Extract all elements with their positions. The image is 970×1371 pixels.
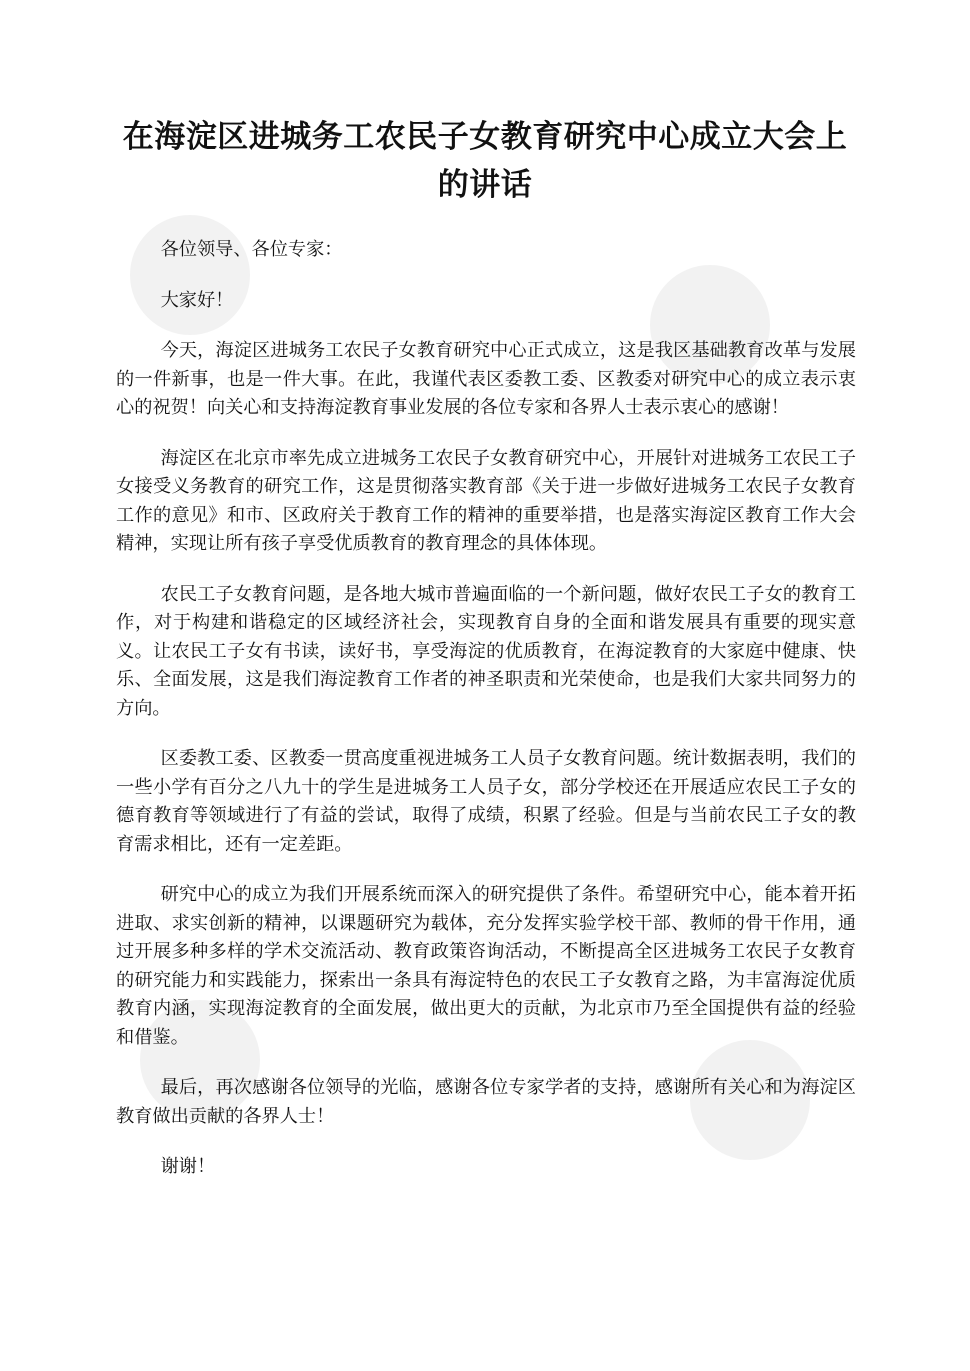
paragraph: 最后，再次感谢各位领导的光临，感谢各位专家学者的支持，感谢所有关心和为海淀区教育做出贡献的各界人士！ [116, 1077, 856, 1127]
document-body [116, 236, 856, 1204]
paragraph: 海淀区在北京市率先成立进城务工农民子女教育研究中心，开展针对进城务工农民工子女接受义务教育的研究工作，这是贯彻落实教育部《关于进一步做好进城务工农民子女教育工作的意见》和市、区政府关于教育工作的精神的重要举措，也是落实海淀区教育工作大会精神，实现让所有孩子享受优质教育的教育理念的具体体现。 [116, 447, 856, 554]
greeting: 大家好！ [160, 289, 234, 311]
paragraph: 农民工子女教育问题，是各地大城市普遍面临的一个新问题，做好农民工子女的教育工作，对于构建和谐稳定的区域经济社会，实现教育自身的全面和谐发展具有重要的现实意义。让农民工子女有书读，读好书，享受海淀的优质教育，在海淀教育的大家庭中健康、快乐、全面发展，这是我们海淀教育工作者的神圣职责和光荣使命，也是我们大家共同努力的方向。 [116, 583, 856, 719]
paragraph: 区委教工委、区教委一贯高度重视进城务工人员子女教育问题。统计数据表明，我们的一些小学有百分之八九十的学生是进城务工人员子女，部分学校还在开展适应农民工子女的德育教育等领域进行了有益的尝试，取得了成绩，积累了经验。但是与当前农民工子女的教育需求相比，还有一定差距。 [116, 748, 856, 855]
page-title: 在海淀区进城务工农民子女教育研究中心成立大会上的讲话 [122, 119, 848, 203]
paragraph: 今天，海淀区进城务工农民子女教育研究中心正式成立，这是我区基础教育改革与发展的一件新事，也是一件大事。在此，我谨代表区委教工委、区教委对研究中心的成立表示衷心的祝贺！向关心和支持海淀教育事业发展的各位专家和各界人士表示衷心的感谢！ [116, 340, 856, 418]
closing: 谢谢！ [160, 1156, 216, 1177]
paragraph: 研究中心的成立为我们开展系统而深入的研究提供了条件。希望研究中心，能本着开拓进取、求实创新的精神，以课题研究为载体，充分发挥实验学校干部、教师的骨干作用，通过开展多种多样的学术交流活动、教育政策咨询活动，不断提高全区进城务工农民子女教育的研究能力和实践能力，探索出一条具有海淀特色的农民工子女教育之路，为丰富海淀优质教育内涵，实现海淀教育的全面发展，做出更大的贡献，为北京市乃至全国提供有益的经验和借鉴。 [116, 884, 856, 1048]
salutation: 各位领导、各位专家： [160, 239, 343, 260]
